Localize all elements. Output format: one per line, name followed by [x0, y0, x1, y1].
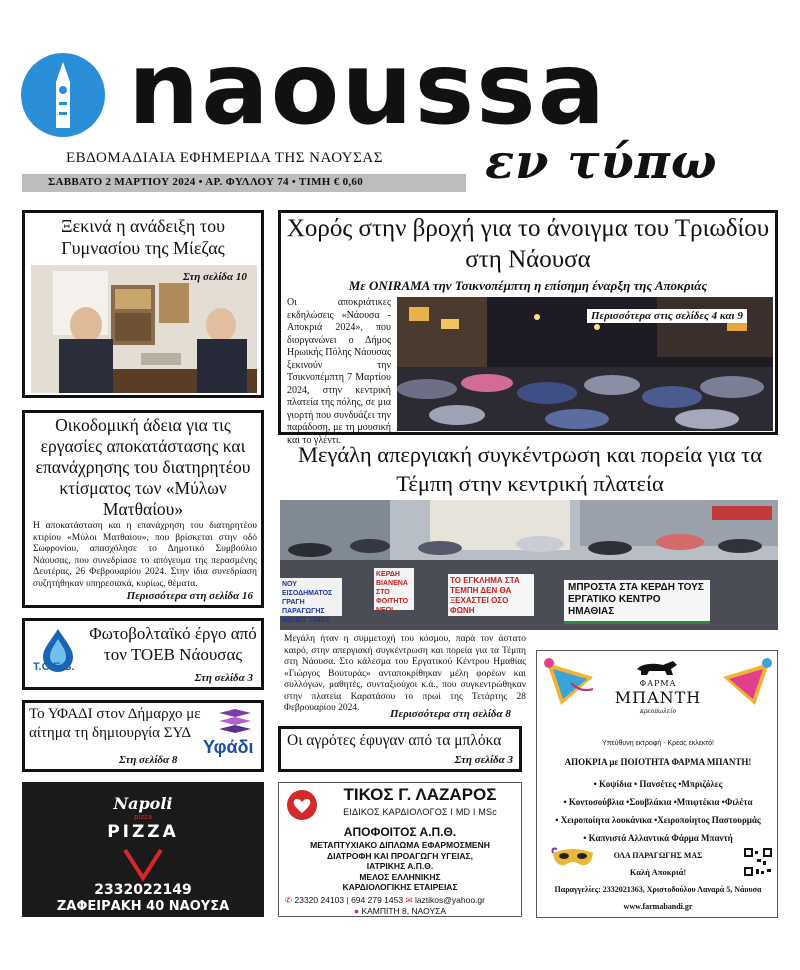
story-trioidi[interactable]	[278, 210, 778, 446]
farm-headline: ΑΠΟΚΡΙΑ με ΠΟΙΟΤΗΤΑ ΦΑΡΜΑ ΜΠΑΝΤΗ!	[564, 757, 752, 767]
story-mieza-photo	[31, 265, 257, 393]
doctor-title: ΕΙΔΙΚΟΣ ΚΑΡΔΙΟΛΟΓΟΣ I MD I MSc	[343, 807, 497, 817]
phone-icon: ✆	[285, 895, 293, 905]
story-tempi-photo	[280, 500, 778, 630]
pizza-brand: Napoli	[113, 794, 173, 813]
location-pin-icon: ●	[353, 906, 360, 916]
mail-icon: ✉	[405, 895, 413, 905]
pizza-address: ΖΑΦΕΙΡΑΚΗ 40 ΝΑΟΥΣΑ	[56, 899, 230, 914]
newspaper-subtitle: ΕΒΔΟΜΑΔΙΑΙΑ ΕΦΗΜΕΡΙΔΑ ΤΗΣ ΝΑΟΥΣΑΣ	[66, 150, 383, 166]
ad-pizza[interactable]	[22, 782, 264, 917]
clock-tower-logo-icon	[20, 52, 106, 138]
bull-logo-icon	[633, 657, 683, 679]
doctor-contact-row	[285, 895, 521, 906]
farm-brand-top: ΦΑΡΜΑ	[639, 679, 677, 688]
farm-wish: Καλή Αποκριά!	[629, 867, 687, 877]
story-trioidi-see-page[interactable]: Περισσότερα στις σελίδες 4 και 9	[587, 309, 747, 323]
story-pv[interactable]	[22, 618, 264, 690]
story-mylon-see-page[interactable]: Περισσότερα στη σελίδα 16	[126, 590, 253, 602]
farm-item: • Κοντοσούβλια •Σουβλάκια •Μπιφτέκια •Φιλέτα	[563, 797, 753, 807]
ad-doctor[interactable]	[278, 782, 522, 917]
story-mylon-body: Η αποκατάσταση και η επανάχρηση του διατηρητέου κτιρίου «Μύλοι Ματθαίου», που βρίσκεται στην οδό Σωφρονίου, απασχόλησε το Δημοτικό Συμβούλιο Νάουσας, που συνεδρίασε το απόγευμα της περασμένης Δευτέρας, 26 Φεβρουαρίου 2024. Στην ίδια συνεδρίαση συζητήθηκαν υπηρεσιακά, κυρίως, θέματα.	[33, 521, 257, 589]
doctor-grad: ΑΠΟΦΟΙΤΟΣ Α.Π.Θ.	[343, 825, 457, 839]
tempi-banner-3: ΤΟ ΕΓΚΛΗΜΑ ΣΤΑ ΤΕΜΠΗ ΔΕΝ ΘΑ ΞΕΧΑΣΤΕΙ ΟΣΟ ΦΩΝΗ	[448, 574, 534, 616]
story-mieza[interactable]	[22, 210, 264, 398]
story-farmers-see-page[interactable]: Στη σελίδα 3	[454, 754, 513, 766]
doctor-email[interactable]: laztikos@yahoo.gr	[414, 895, 485, 905]
pizza-word: PIZZA	[107, 822, 179, 842]
yfadi-logo-text: Υφάδι	[203, 737, 254, 757]
doctor-phones[interactable]: 23320 24103 | 694 279 1453	[294, 895, 404, 905]
heart-hands-icon	[285, 789, 319, 821]
story-mylon-headline: Οικοδομική άδεια για τις εργασίες αποκατάστασης και επανάχρησης του διατηρητέου κτίσματος των «Μύλων Ματθαίου»	[35, 415, 251, 519]
yfadi-weave-logo-icon	[215, 707, 255, 737]
doctor-credential-line: ΙΑΤΡΙΚΗΣ Α.Π.Θ.	[366, 861, 434, 871]
farm-brand: ΜΠΑΝΤΗ	[614, 688, 702, 707]
tempi-banner-4: ΜΠΡΟΣΤΑ ΣΤΑ ΚΕΡΔΗ ΤΟΥΣ ΕΡΓΑΤΙΚΟ ΚΕΝΤΡΟ ΗΜΑΘΙΑΣ	[564, 580, 710, 624]
story-trioidi-subhead: Με ONIRAMA την Τσικνοπέμπτη η επίσημη έναρξη της Αποκριάς	[348, 278, 708, 293]
story-mylon[interactable]	[22, 410, 264, 608]
story-mieza-see-page[interactable]: Στη σελίδα 10	[183, 271, 247, 283]
story-tempi-headline: Μεγάλη απεργιακή συγκέντρωση και πορεία για τα Τέμπη στην κεντρική πλατεία	[298, 442, 762, 496]
farm-item: • Καπνιστά Αλλαντικά Φάρμα Μπαντή	[583, 833, 733, 843]
doctor-credential-line: ΔΙΑΤΡΟΦΗ ΚΑΙ ΠΡΟΑΓΩΓΗ ΥΓΕΙΑΣ,	[327, 850, 473, 861]
doctor-name: ΤΙΚΟΣ Γ. ΛΑΖΑΡΟΣ	[343, 785, 497, 804]
pizza-slice-icon	[121, 846, 165, 882]
farm-item: • Κοψίδια • Πανσέτες •Μπριζόλες	[593, 779, 723, 789]
farm-slogan: Υπεύθυνη εκτροφή - Κρέας εκλεκτό!	[602, 740, 714, 747]
issue-line: ΣΑΒΒΑΤΟ 2 ΜΑΡΤΙΟΥ 2024 • ΑΡ. ΦΥΛΛΟΥ 74 • ΤΙΜΗ € 0,60	[48, 176, 364, 188]
story-pv-headline: Φωτοβολταϊκό έργο από τον ΤΟΕΒ Νάουσας	[89, 624, 257, 664]
doctor-address: ΚΑΜΠΙΤΗ 8, ΝΑΟΥΣΑ	[361, 906, 447, 916]
doctor-credential-line: ΚΑΡΔΙΟΛΟΓΙΚΗΣ ΕΤΑΙΡΕΙΑΣ	[342, 882, 458, 892]
pizza-brand-sub: pizza	[133, 813, 153, 821]
toeb-logo-text: Τ.Ο.Ε.Β.	[33, 661, 75, 673]
farm-brand-small: κρεοπωλείο	[639, 708, 677, 715]
farm-items	[537, 775, 779, 847]
farm-item: • Χειροποίητα λουκάνικα •Χειροποίητος Παστουρμάς	[555, 815, 761, 825]
story-mieza-headline: Ξεκινά η ανάδειξη του Γυμνασίου της Μίεζας	[61, 216, 225, 258]
farm-products: ΟΛΑ ΠΑΡΑΓΩΓΗΣ ΜΑΣ	[613, 851, 703, 860]
doctor-credentials	[279, 840, 521, 893]
ad-farm[interactable]	[536, 650, 778, 918]
newspaper-title: naoussa	[128, 30, 608, 147]
story-trioidi-body: Οι αποκριάτικες εκδηλώσεις «Νάουσα - Αποκριά 2024», που διοργανώνει ο Δήμος Ηρωικής Πόλης Νάουσας ξεκινούν την Τσικνοπέμπτη 7 Μαρτίου 2024, στην κεντρική πλατεία της πόλης, σε μια γιορτή που συνδυάζει την παράδοση, με τη μουσική και το γλέντι.	[287, 297, 391, 446]
story-yfadi[interactable]	[22, 700, 264, 772]
doctor-credential-line: ΜΕΛΟΣ ΕΛΛΗΝΙΚΗΣ	[359, 871, 441, 882]
story-trioidi-headline: Χορός στην βροχή για το άνοιγμα του Τριωδίου στη Νάουσα	[286, 215, 770, 273]
tempi-banner-1: ΝΟΥ ΕΙΣΟΔΗΜΑΤΟΣ ΓΡΑΓΗ ΠΑΡΑΓΩΓΗΣ ΜΕΝΕΣ ΤΙΜΕΣ	[280, 578, 342, 616]
tempi-banner-2: ΚΕΡΔΗ ΒΙΑΝΕΝΑ ΣΤΟ ΦΟΙΤΗΤΟ ΝΕΟΙ	[374, 568, 414, 610]
story-farmers-headline: Οι αγρότες έφυγαν από τα μπλόκα	[287, 732, 502, 749]
tagline: εν τύπω	[485, 134, 718, 190]
story-tempi-body: Μεγάλη ήταν η συμμετοχή του κόσμου, παρά τον άστατο καιρό, στην απεργιακή συγκέντρωση και πορεία για τα Τέμπη στη Νάουσα. Στο κάλεσμα του Εργατικού Κέντρου Ημαθίας «Γιώργος Βουτυράς» ανταποκρίθηκαν μέλη φορέων και συλλόγων, μαθητές, συνταξιούχοι κ.ά., που συγκεντρώθηκαν στην πλατεία Καρατάσου το πρωί της Τετάρτης 28 Φεβρουαρίου 2024.	[284, 634, 526, 713]
pizza-phone[interactable]: 2332022149	[94, 882, 192, 898]
farm-orders: Παραγγελίες: 2332021363, Χριστοδούλου Λαναρά 5, Νάουσα	[554, 885, 762, 894]
doctor-address-row	[279, 906, 521, 916]
story-pv-see-page[interactable]: Στη σελίδα 3	[194, 672, 253, 684]
story-yfadi-see-page[interactable]: Στη σελίδα 8	[119, 754, 178, 766]
story-farmers[interactable]	[278, 726, 522, 772]
farm-web[interactable]: www.farmabandi.gr	[623, 902, 693, 911]
story-tempi-see-page[interactable]: Περισσότερα στη σελίδα 8	[390, 708, 511, 720]
doctor-credential-line: ΜΕΤΑΠΤΥΧΙΑΚΟ ΔΙΠΛΩΜΑ ΕΦΑΡΜΟΣΜΕΝΗ	[310, 840, 490, 850]
story-yfadi-headline: Το ΥΦΑΔΙ στον Δήμαρχο με αίτημα τη δημιουργία ΣΥΔ	[29, 706, 201, 741]
